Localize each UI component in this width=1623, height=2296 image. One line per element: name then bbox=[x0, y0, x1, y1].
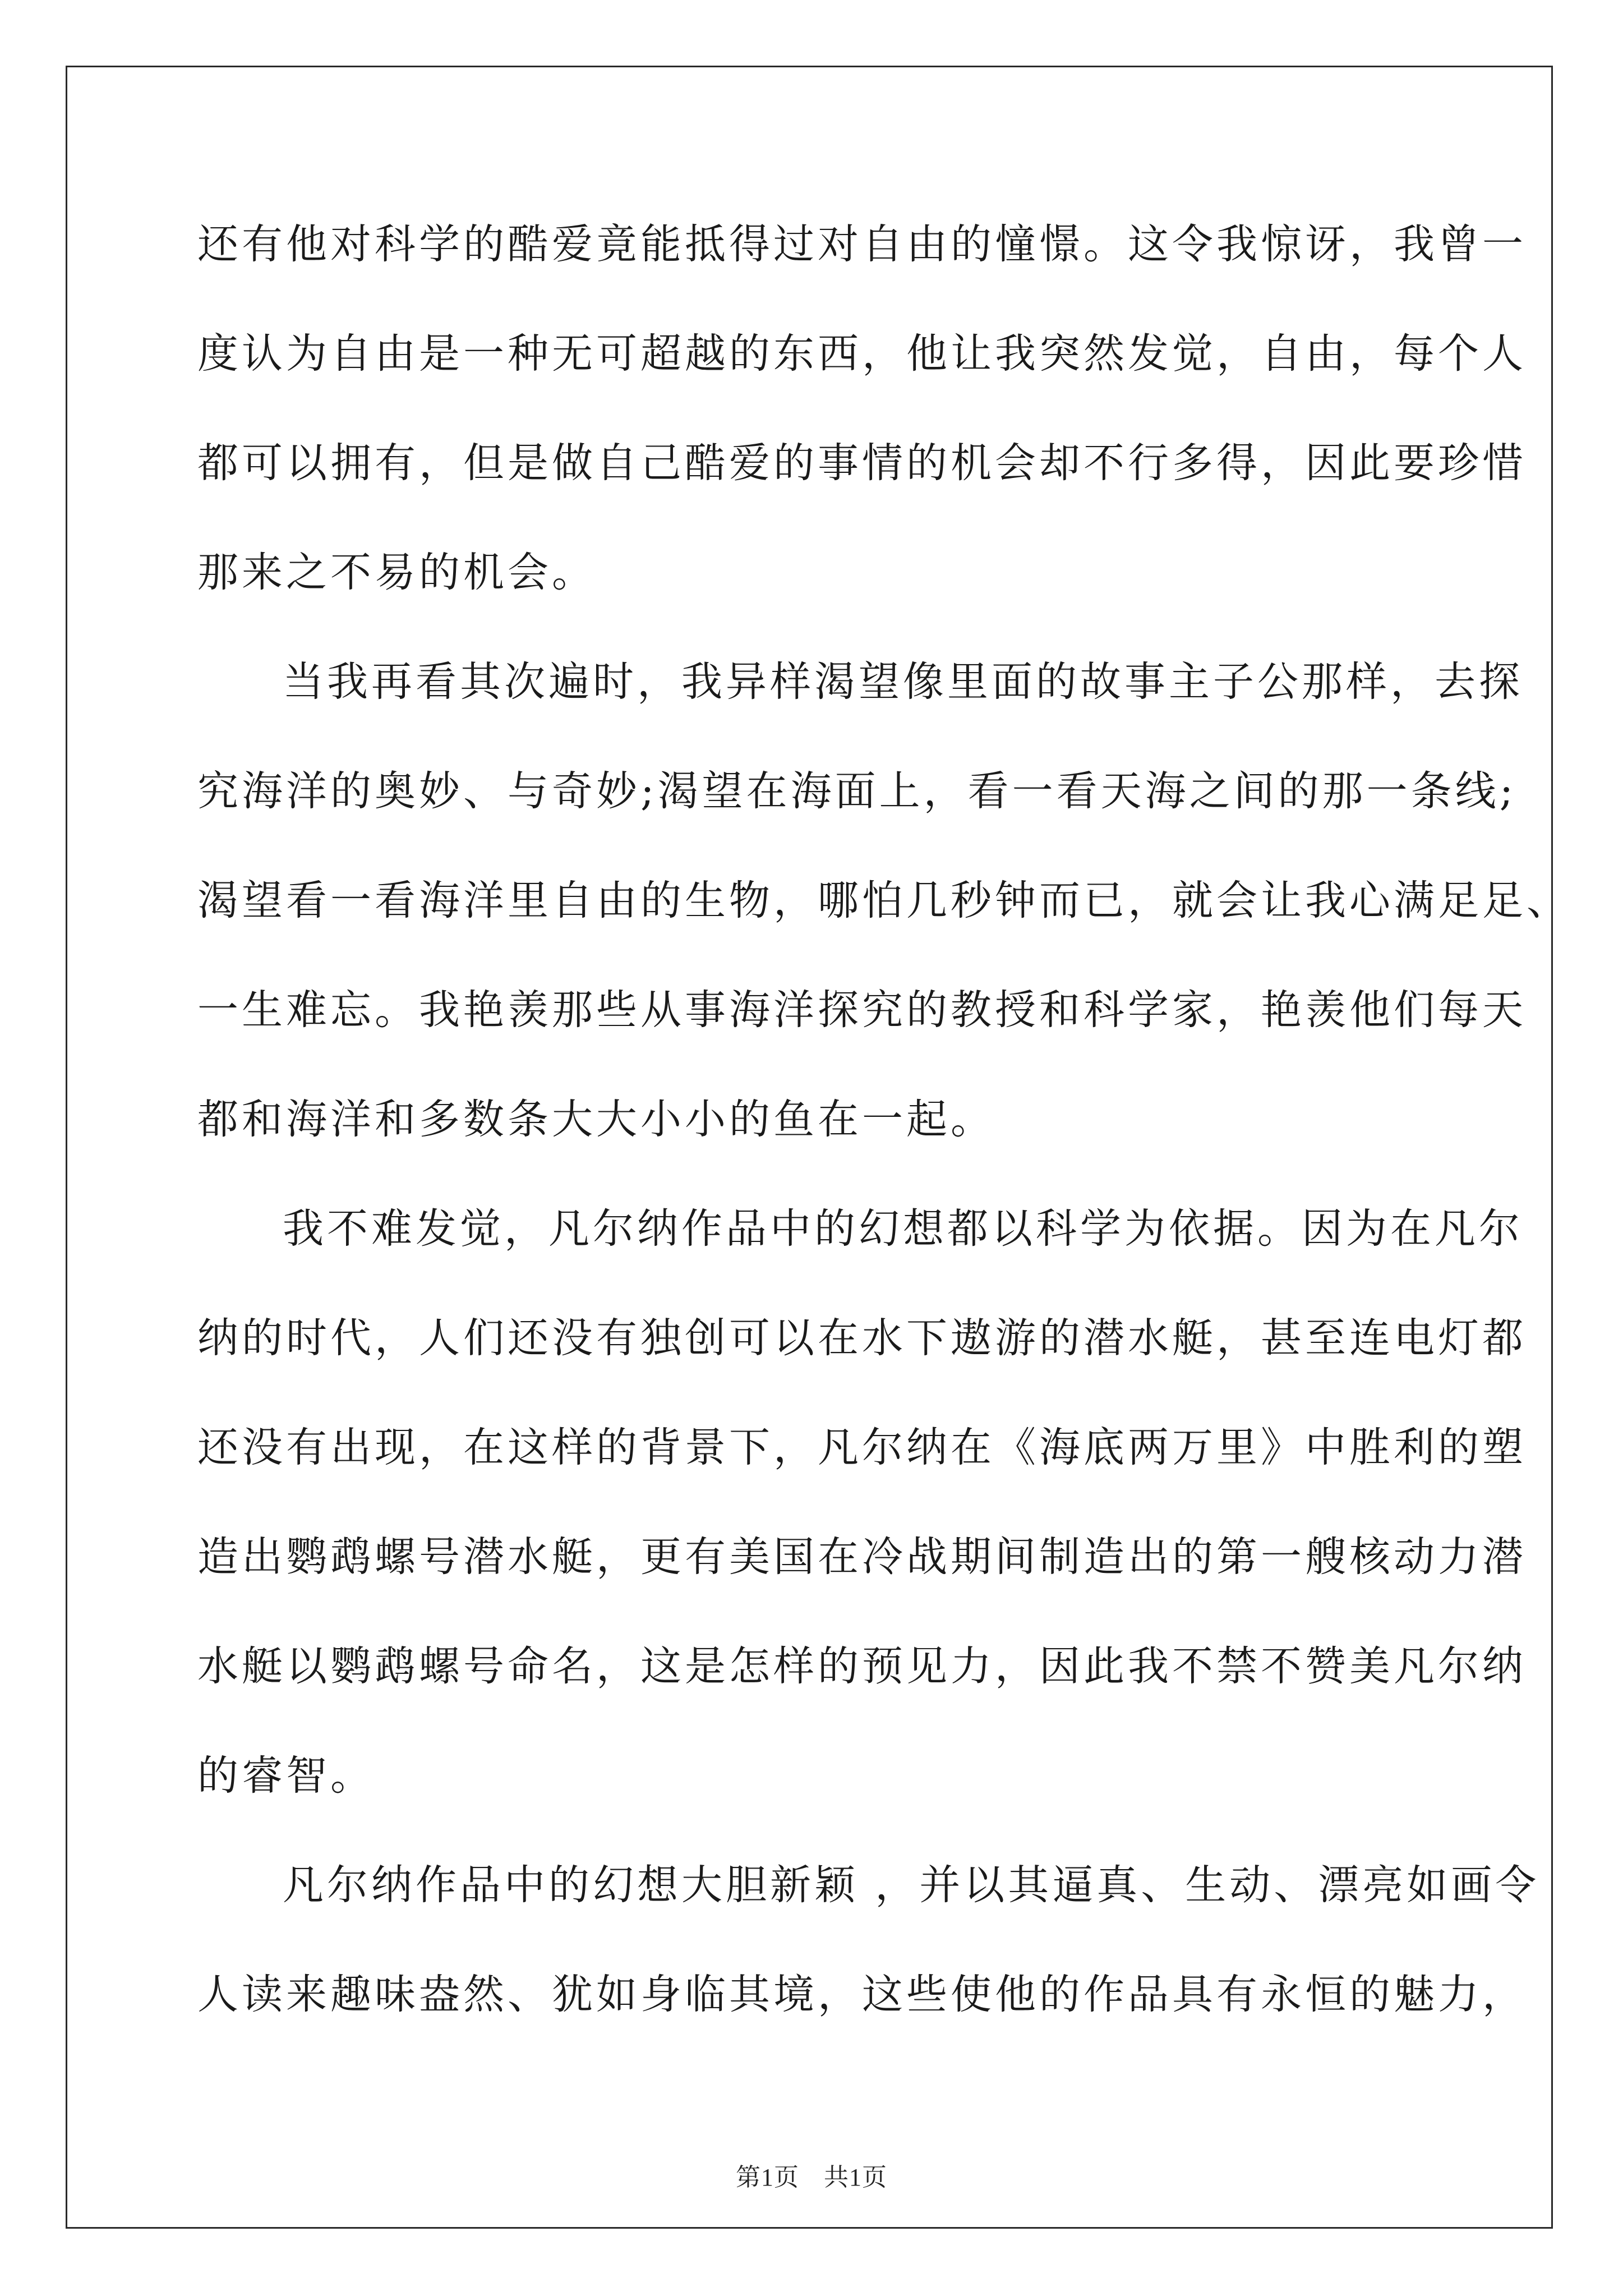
page-footer bbox=[0, 2157, 1623, 2193]
text-line: 渴望看一看海洋里自由的生物，哪怕几秒钟而已，就会让我心满足足、 bbox=[197, 877, 1571, 924]
text-line: 度认为自由是一种无可超越的东西，他让我突然发觉，自由，每个人 bbox=[197, 330, 1527, 378]
document-body bbox=[197, 190, 1571, 2049]
text-line: 造出鹦鹉螺号潜水艇，更有美国在冷战期间制造出的第一艘核动力潜 bbox=[197, 1533, 1527, 1581]
text-line: 究海洋的奥妙、与奇妙;渴望在海面上，看一看天海之间的那一条线; bbox=[197, 767, 1517, 815]
page-number: 第1页 bbox=[736, 2164, 799, 2191]
text-line: 凡尔纳作品中的幻想大胆新颖 ，并以其逼真、生动、漂亮如画令 bbox=[283, 1861, 1540, 1909]
text-line: 还有他对科学的酷爱竟能抵得过对自由的憧憬。这令我惊讶，我曾一 bbox=[197, 220, 1527, 268]
text-line: 的睿智。 bbox=[197, 1752, 375, 1800]
text-line: 当我再看其次遍时，我异样渴望像里面的故事主子公那样，去探 bbox=[283, 658, 1523, 706]
paragraph bbox=[197, 627, 1571, 1174]
text-line: 那来之不易的机会。 bbox=[197, 549, 596, 596]
paragraph bbox=[197, 190, 1527, 627]
text-line: 我不难发觉，凡尔纳作品中的幻想都以科学为依据。因为在凡尔 bbox=[283, 1205, 1523, 1253]
paragraph bbox=[197, 1830, 1540, 2049]
page-total: 共1页 bbox=[824, 2164, 887, 2191]
text-line: 人读来趣味盎然、犹如身临其境，这些使他的作品具有永恒的魅力， bbox=[197, 1971, 1527, 2018]
text-line: 都和海洋和多数条大大小小的鱼在一起。 bbox=[197, 1096, 995, 1143]
paragraph bbox=[197, 1174, 1527, 1830]
text-line: 一生难忘。我艳羡那些从事海洋探究的教授和科学家，艳羡他们每天 bbox=[197, 986, 1527, 1034]
text-line: 水艇以鹦鹉螺号命名，这是怎样的预见力，因此我不禁不赞美凡尔纳 bbox=[197, 1642, 1527, 1690]
text-line: 纳的时代，人们还没有独创可以在水下遨游的潜水艇，甚至连电灯都 bbox=[197, 1314, 1527, 1362]
text-line: 都可以拥有，但是做自己酷爱的事情的机会却不行多得，因此要珍惜 bbox=[197, 439, 1527, 487]
text-line: 还没有出现，在这样的背景下，凡尔纳在《海底两万里》中胜利的塑 bbox=[197, 1424, 1527, 1471]
